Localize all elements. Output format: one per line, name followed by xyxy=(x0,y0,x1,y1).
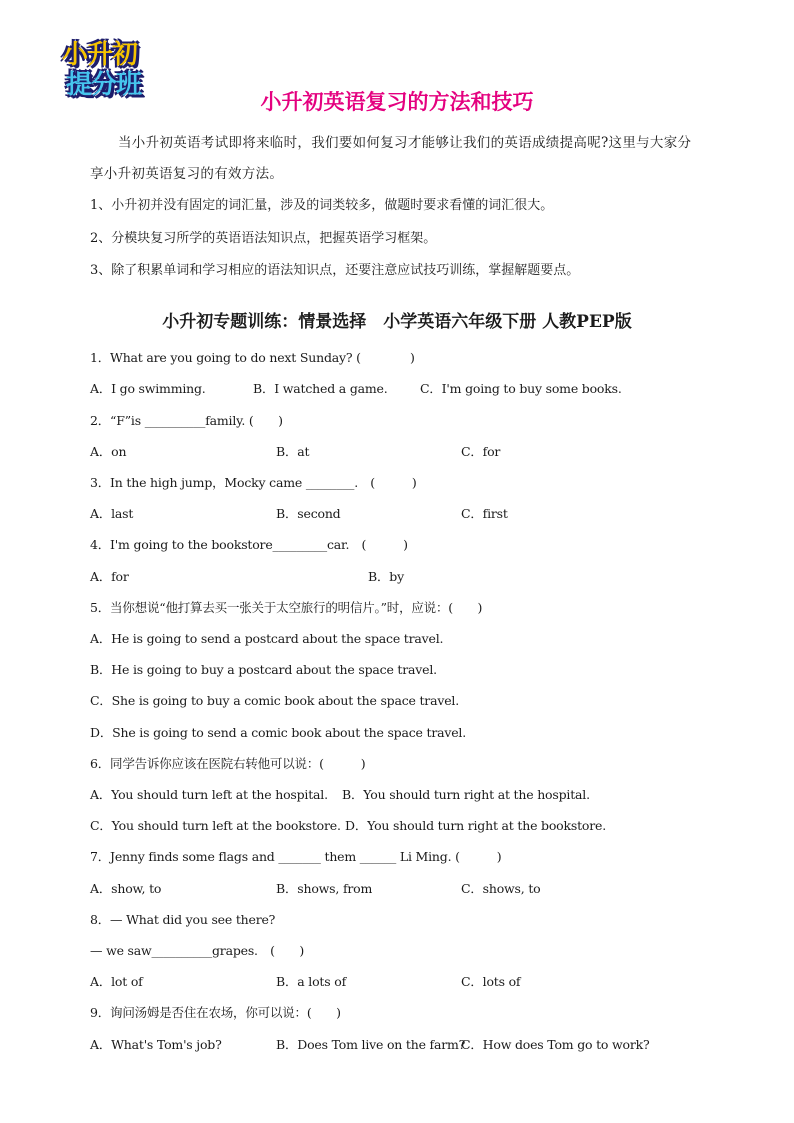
intro-paragraph: 当小升初英语考试即将来临时，我们要如何复习才能够让我们的英语成绩提高呢?这里与大家分享小升初英语复习的有效方法。 xyxy=(90,135,692,182)
question-6: 6．同学告诉你应该在医院右转他可以说：( ) xyxy=(90,756,366,771)
question-4: 4．I'm going to the bookstore_________car. ( ) xyxy=(90,537,408,552)
question-5: 5．当你想说“他打算去买一张关于太空旅行的明信片。”时，应说：( ) xyxy=(90,600,483,615)
q6-option-c: C．You should turn left at the bookstore. xyxy=(90,818,341,833)
q9-option-b: B．Does Tom live on the farm? xyxy=(276,1037,466,1052)
q5-option-d: D．She is going to send a comic book about the space travel. xyxy=(90,725,466,740)
question-1: 1．What are you going to do next Sunday? ( ) xyxy=(90,350,415,365)
q6-option-a: A．You should turn left at the hospital. xyxy=(90,787,328,802)
section-title: 小升初专题训练：情景选择 小学英语六年级下册 人教PEP版 xyxy=(162,312,632,332)
logo-line-1: 小升初 xyxy=(62,40,138,70)
q2-option-b: B．at xyxy=(276,444,310,459)
q6-option-d: D．You should turn right at the bookstore. xyxy=(345,818,606,833)
tip-2: 2、分模块复习所学的英语语法知识点，把握英语学习框架。 xyxy=(90,231,437,246)
q7-option-b: B．shows, from xyxy=(276,881,373,896)
question-2: 2．“F”is __________family. ( ) xyxy=(90,413,283,428)
q1-option-a: A．I go swimming. xyxy=(90,381,206,396)
q9-option-c: C．How does Tom go to work? xyxy=(461,1037,650,1052)
q3-option-a: A．last xyxy=(90,506,134,521)
question-7: 7．Jenny finds some flags and _______ them ______ Li Ming. ( ) xyxy=(90,849,502,864)
tip-3: 3、除了积累单词和学习相应的语法知识点，还要注意应试技巧训练，掌握解题要点。 xyxy=(90,263,580,278)
question-9: 9．询问汤姆是否住在农场，你可以说：( ) xyxy=(90,1005,341,1020)
page-title: 小升初英语复习的方法和技巧 xyxy=(260,90,534,114)
question-3: 3．In the high jump，Mocky came ________. ( ) xyxy=(90,475,417,490)
tip-1: 1、小升初并没有固定的词汇量，涉及的词类较多，做题时要求看懂的词汇很大。 xyxy=(90,198,554,213)
question-8: 8．— What did you see there? xyxy=(90,912,276,927)
q7-option-a: A．show, to xyxy=(90,881,162,896)
q1-option-c: C．I'm going to buy some books. xyxy=(420,381,622,396)
q8-option-c: C．lots of xyxy=(461,974,521,989)
q5-option-a: A．He is going to send a postcard about the space travel. xyxy=(90,631,444,646)
logo-line-2: 提分班 xyxy=(66,70,142,100)
q2-option-c: C．for xyxy=(461,444,501,459)
q5-option-c: C．She is going to buy a comic book about the space travel. xyxy=(90,693,459,708)
q3-option-c: C．first xyxy=(461,506,508,521)
q5-option-b: B．He is going to buy a postcard about the space travel. xyxy=(90,662,437,677)
q7-option-c: C．shows, to xyxy=(461,881,541,896)
q2-option-a: A．on xyxy=(90,444,127,459)
question-8-reply: — we saw__________grapes. ( ) xyxy=(90,943,305,958)
q8-option-a: A．lot of xyxy=(90,974,143,989)
q4-option-b: B．by xyxy=(368,569,404,584)
q3-option-b: B．second xyxy=(276,506,341,521)
q1-option-b: B．I watched a game. xyxy=(253,381,388,396)
q4-option-a: A．for xyxy=(90,569,129,584)
q6-option-b: B．You should turn right at the hospital. xyxy=(342,787,590,802)
q8-option-b: B．a lots of xyxy=(276,974,346,989)
q9-option-a: A．What's Tom's job? xyxy=(90,1037,222,1052)
